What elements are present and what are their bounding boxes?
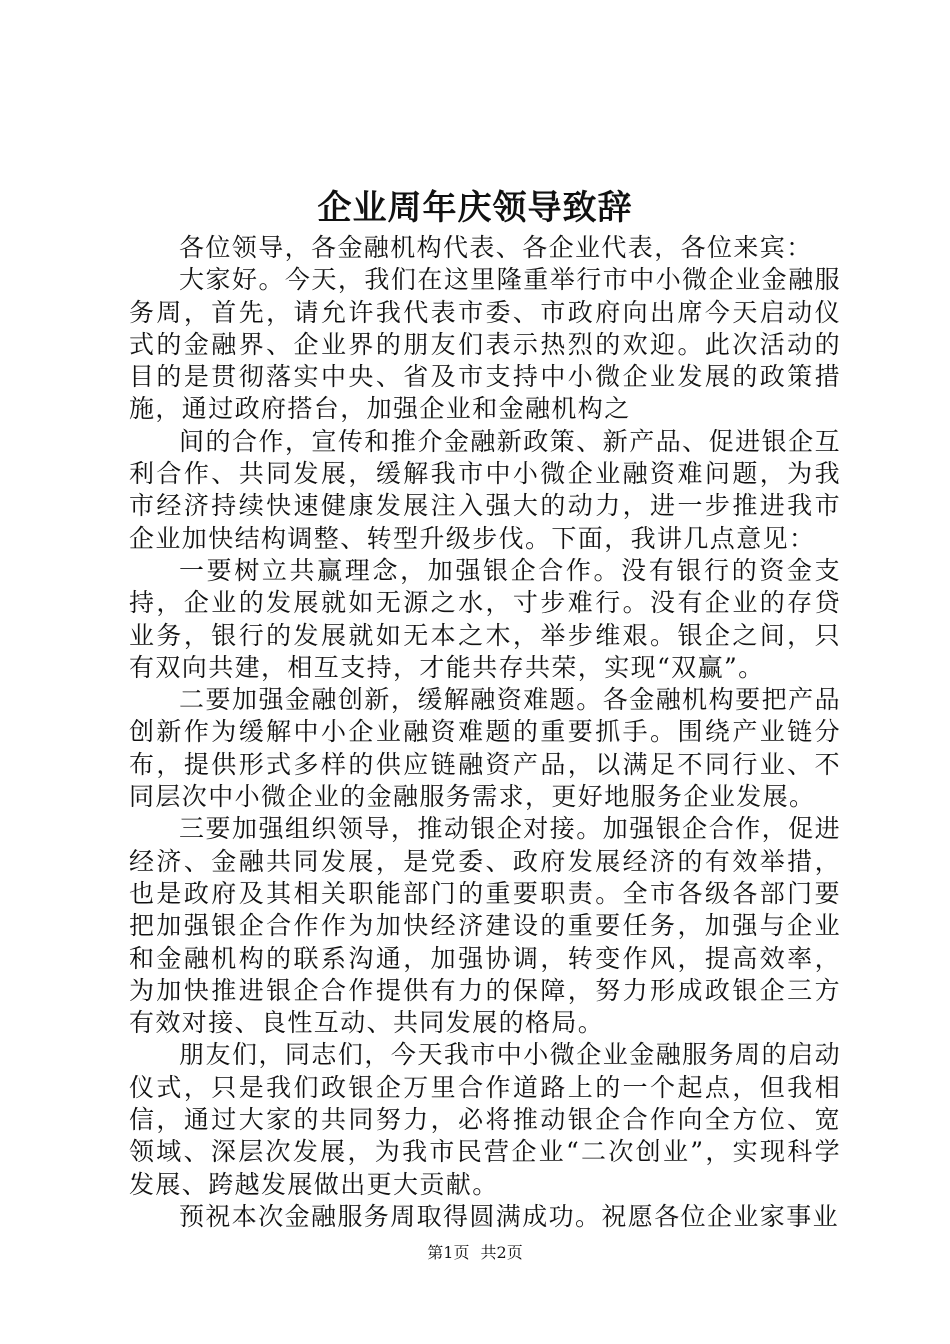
document-title: 企业周年庆领导致辞 [317,188,633,228]
paragraph-point-three: 三要加强组织领导，推动银企对接。加强银企合作，促进经济、金融共同发展，是党委、政府发展经济的有效举措，也是政府及其相关职能部门的重要职责。全市各级各部门要把加强银企合作作为加快经济建设的重要任务，加强与企业和金融机构的联系沟通，加强协调，转变作风，提高效率，为加快推进银企合作提供有力的保障，努力形成政银企三方有效对接、良性互动、共同发展的格局。 [129,814,841,1038]
paragraph-friends: 朋友们，同志们，今天我市中小微企业金融服务周的启动仪式，只是我们政银企万里合作道路上的一个起点，但我相信，通过大家的共同努力，必将推动银企合作向全方位、宽领域、深层次发展，为我市民营企业“二次创业”，实现科学发展、跨越发展做出更大贡献。 [129,1040,841,1199]
page-number-current: 第1页 [427,1243,470,1262]
paragraph-point-two: 二要加强金融创新，缓解融资难题。各金融机构要把产品创新作为缓解中小企业融资难题的重要抓手。围绕产业链分布，提供形式多样的供应链融资产品，以满足不同行业、不同层次中小微企业的金融服务需求，更好地服务企业发展。 [129,685,841,812]
paragraph-welcome: 大家好。今天，我们在这里隆重举行市中小微企业金融服务周，首先，请允许我代表市委、市政府向出席今天启动仪式的金融界、企业界的朋友们表示热烈的欢迎。此次活动的目的是贯彻落实中央、省及市支持中小微企业发展的政策措施，通过政府搭台，加强企业和金融机构之 [129,265,841,424]
page-number-total: 共2页 [480,1243,523,1262]
paragraph-salutation: 各位领导，各金融机构代表、各企业代表，各位来宾： [179,233,813,262]
paragraph-cooperation: 间的合作，宣传和推介金融新政策、新产品、促进银企互利合作、共同发展，缓解我市中小微企业融资难问题，为我市经济持续快速健康发展注入强大的动力，进一步推进我市企业加快结构调整、转型升级步伐。下面，我讲几点意见： [129,426,841,553]
paragraph-wishes: 预祝本次金融服务周取得圆满成功。祝愿各位企业家事业 [179,1201,840,1231]
document-body [129,232,841,1233]
page-footer [0,1242,950,1264]
paragraph-point-one: 一要树立共赢理念，加强银企合作。没有银行的资金支持，企业的发展就如无源之水，寸步难行。没有企业的存贷业务，银行的发展就如无本之木，举步维艰。银企之间，只有双向共建，相互支持，才能共存共荣，实现“双赢”。 [129,555,841,682]
